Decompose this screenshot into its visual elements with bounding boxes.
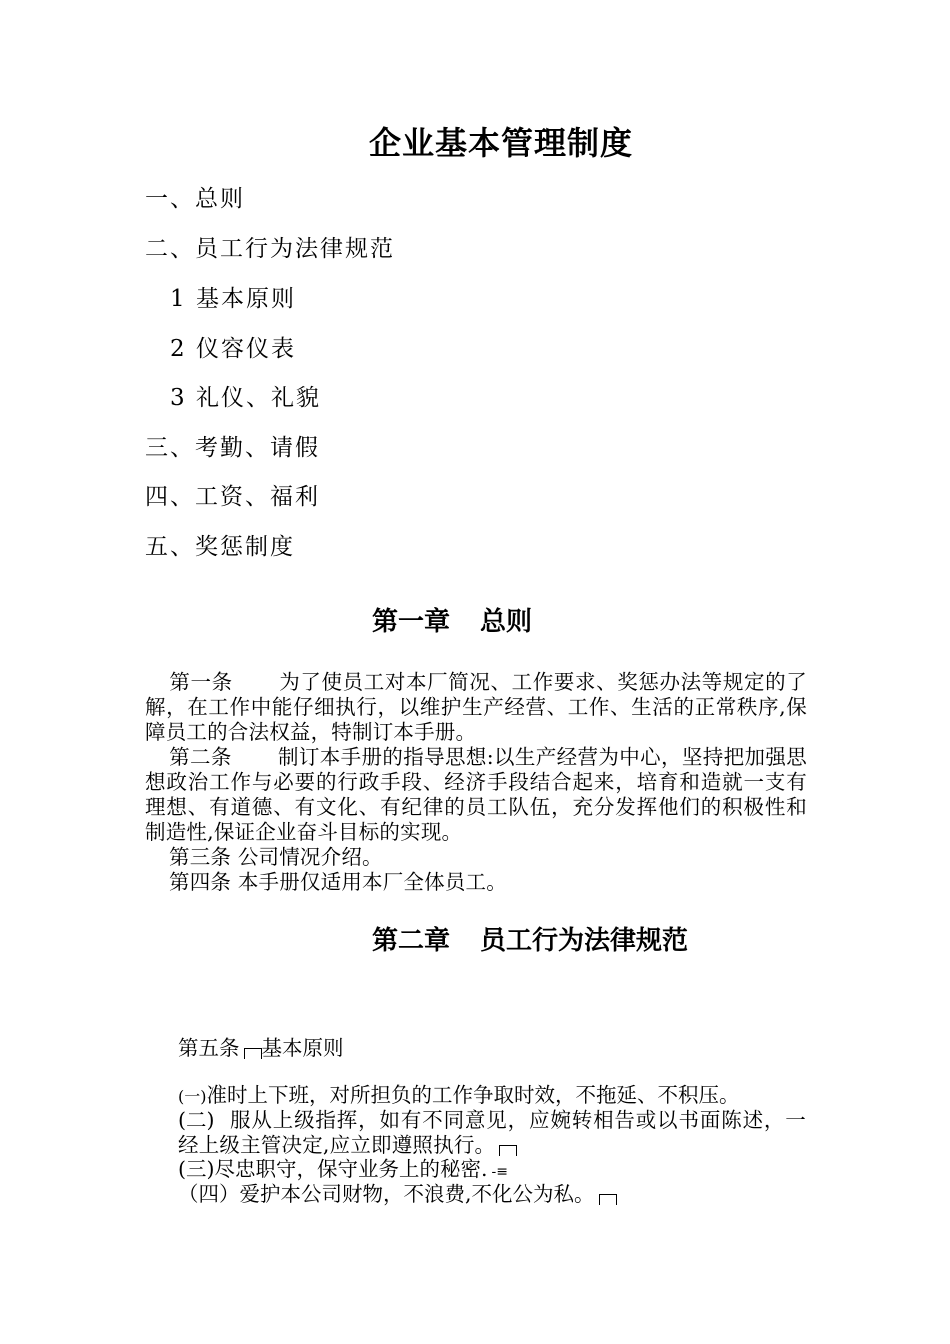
rule-item-3-text: 尽忠职守，保守业务上的秘密. [214,1157,488,1181]
article-2 [145,745,807,845]
toc-subitem-etiquette: 3 礼仪、礼貌 [170,385,321,411]
chapter-2-heading [372,924,688,958]
article-4-text: 本手册仅适用本厂全体员工。 [237,870,507,894]
toc-subitem-principles: 1 基本原则 [170,286,296,312]
rule-item-2-number: (二) [178,1108,215,1132]
rule-item-3 [178,1157,508,1185]
line-break-mark-icon: -≡ [491,1164,508,1180]
article-1 [145,670,807,745]
article-4-number: 第四条 [169,870,232,894]
chapter-1-label: 第一章 [372,607,451,637]
toc-item-attendance: 三、考勤、请假 [145,435,320,461]
article-4 [145,870,807,895]
rule-item-3-number: (三) [178,1157,215,1181]
article-2-number: 第二条 [169,745,232,769]
toc-item-conduct: 二、员工行为法律规范 [145,236,395,262]
toc-item-general: 一、总则 [145,186,245,212]
paragraph-mark-icon [244,1048,262,1059]
rule-item-4 [178,1182,617,1207]
chapter-2-label: 第二章 [372,926,451,956]
toc-item-rewards: 五、奖惩制度 [145,534,295,560]
article-5-text: 基本原则 [261,1036,344,1060]
toc-item-salary: 四、工资、福利 [145,484,320,510]
rule-item-2-body [178,1108,806,1158]
chapter-1-name: 总则 [480,607,533,637]
rule-item-1 [178,1083,740,1109]
article-3-number: 第三条 [169,845,232,869]
toc-subitem-appearance: 2 仪容仪表 [170,336,296,362]
article-1-number: 第一条 [169,670,233,694]
rule-item-2-text: 服从上级指挥，如有不同意见，应婉转相告或以书面陈述，一经上级主管决定,应立即遵照执行。 [178,1108,806,1157]
rule-item-1-number: (一) [178,1087,207,1106]
chapter-2-name: 员工行为法律规范 [480,926,689,956]
paragraph-mark-icon [499,1145,517,1156]
document-title: 企业基本管理制度 [368,124,633,162]
chapter-1-heading [372,605,532,639]
article-3-text: 公司情况介绍。 [237,845,383,869]
paragraph-mark-icon [599,1194,617,1205]
article-2-text: 制订本手册的指导思想:以生产经营为中心，坚持把加强思想政治工作与必要的行政手段、经济手段结合起来，培育和造就一支有理想、有道德、有文化、有纪律的员工队伍，充分发挥他们的积极性和制造性,保证企业奋斗目标的实现。 [145,745,807,844]
article-5-number: 第五条 [178,1036,240,1060]
rule-item-1-text: 准时上下班，对所担负的工作争取时效，不拖延、不积压。 [206,1083,740,1107]
rule-item-4-text: 爱护本公司财物，不浪费,不化公为私。 [239,1182,595,1206]
article-1-text: 为了使员工对本厂简况、工作要求、奖惩办法等规定的了解，在工作中能仔细执行，以维护生产经营、工作、生活的正常秩序,保障员工的合法权益，特制订本手册。 [145,670,807,744]
rule-item-4-number: （四） [178,1182,240,1206]
article-3 [145,845,807,870]
article-5 [178,1036,344,1061]
